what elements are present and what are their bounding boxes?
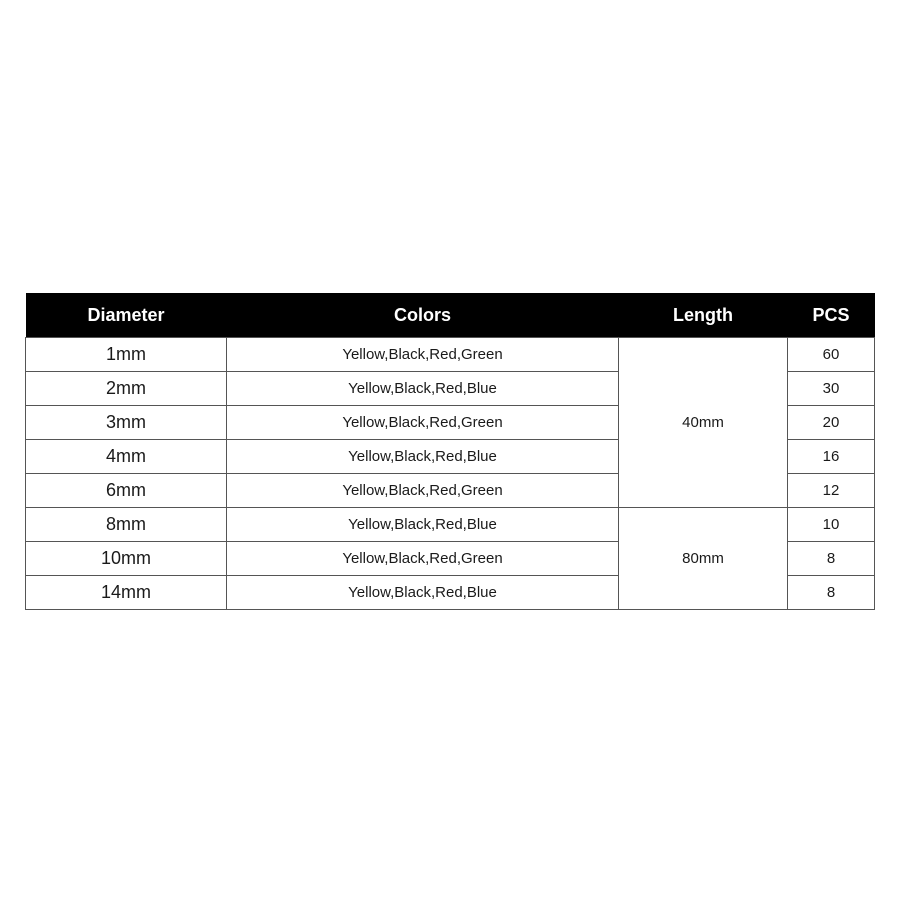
cell-pcs: 30 — [788, 372, 875, 406]
cell-pcs: 8 — [788, 542, 875, 576]
cell-colors: Yellow,Black,Red,Green — [227, 406, 619, 440]
header-colors: Colors — [227, 293, 619, 338]
spec-table — [25, 293, 875, 610]
cell-diameter: 4mm — [26, 440, 227, 474]
header-row — [26, 293, 875, 338]
cell-length-group: 40mm — [619, 338, 788, 508]
header-diameter: Diameter — [26, 293, 227, 338]
cell-colors: Yellow,Black,Red,Blue — [227, 440, 619, 474]
cell-diameter: 1mm — [26, 338, 227, 372]
table-row — [26, 508, 875, 542]
cell-colors: Yellow,Black,Red,Green — [227, 542, 619, 576]
cell-pcs: 16 — [788, 440, 875, 474]
cell-colors: Yellow,Black,Red,Blue — [227, 508, 619, 542]
cell-colors: Yellow,Black,Red,Blue — [227, 372, 619, 406]
cell-colors: Yellow,Black,Red,Green — [227, 474, 619, 508]
header-length: Length — [619, 293, 788, 338]
header-pcs: PCS — [788, 293, 875, 338]
table-row — [26, 338, 875, 372]
cell-pcs: 10 — [788, 508, 875, 542]
cell-pcs: 20 — [788, 406, 875, 440]
cell-colors: Yellow,Black,Red,Green — [227, 338, 619, 372]
cell-diameter: 2mm — [26, 372, 227, 406]
cell-pcs: 12 — [788, 474, 875, 508]
cell-pcs: 8 — [788, 576, 875, 610]
cell-diameter: 3mm — [26, 406, 227, 440]
cell-diameter: 6mm — [26, 474, 227, 508]
cell-diameter: 10mm — [26, 542, 227, 576]
cell-diameter: 14mm — [26, 576, 227, 610]
cell-colors: Yellow,Black,Red,Blue — [227, 576, 619, 610]
cell-diameter: 8mm — [26, 508, 227, 542]
cell-length-group: 80mm — [619, 508, 788, 610]
cell-pcs: 60 — [788, 338, 875, 372]
